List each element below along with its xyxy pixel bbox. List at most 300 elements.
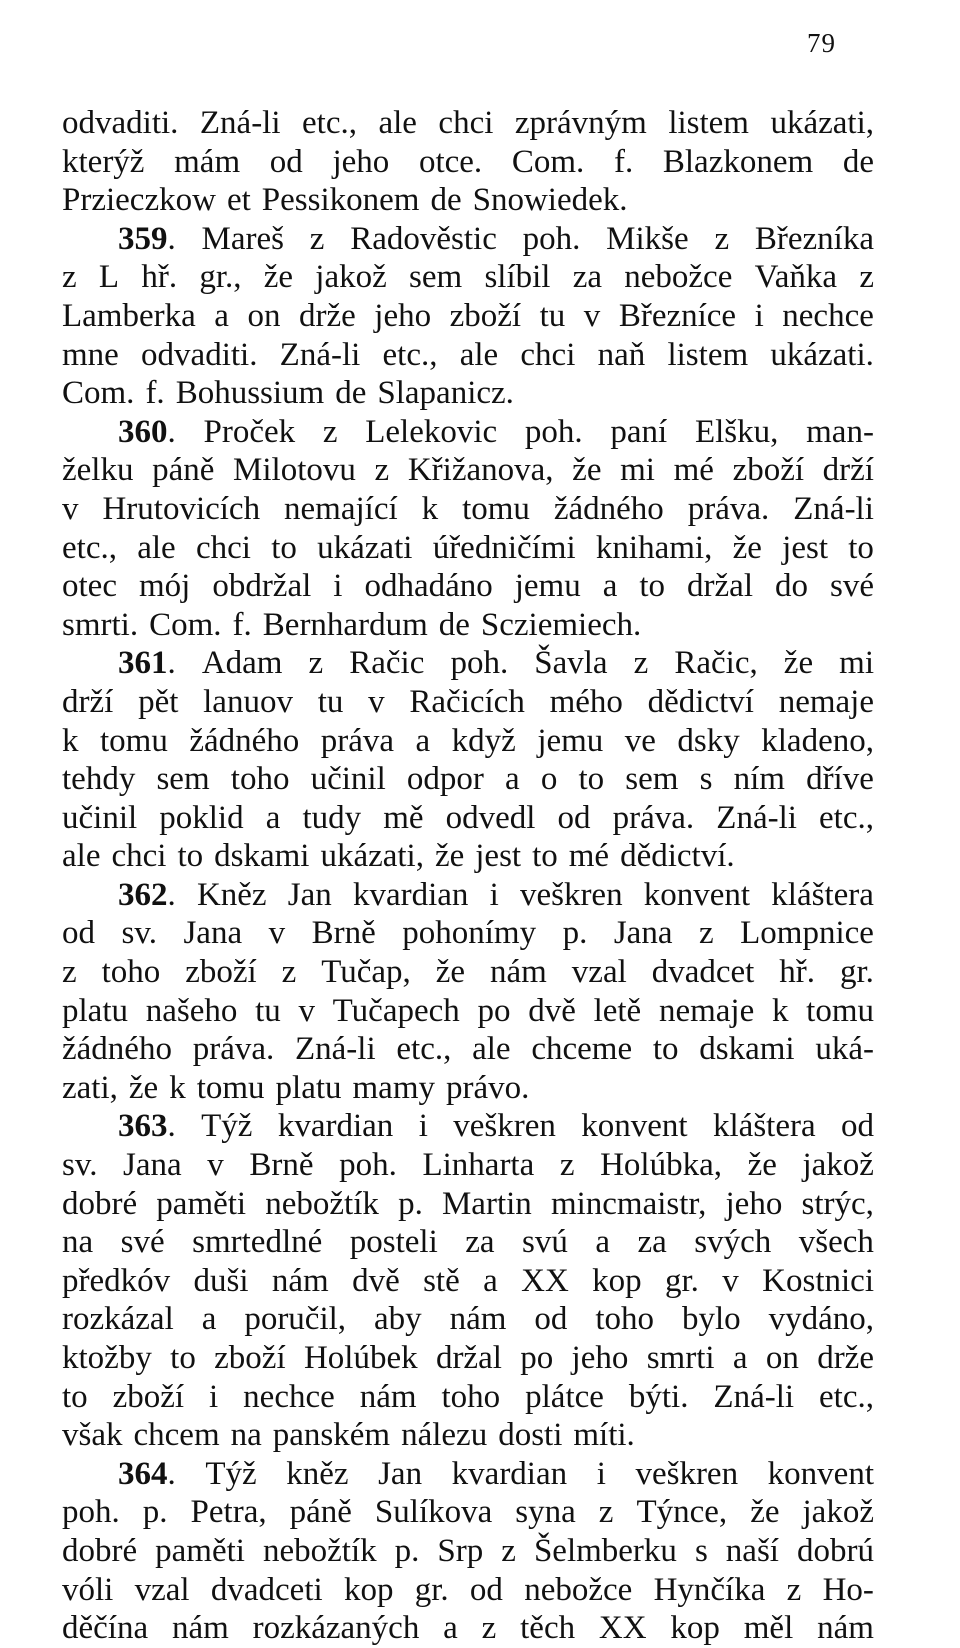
word: p. <box>142 1494 168 1531</box>
word: že <box>747 1147 777 1184</box>
word: nám <box>449 1301 507 1338</box>
entry-number-word: 359. <box>118 220 176 257</box>
word: mój <box>138 568 191 605</box>
word: dědictví. <box>620 838 735 875</box>
word: práva. <box>687 490 770 527</box>
word: z <box>62 259 77 296</box>
word: ukázati, <box>770 105 874 141</box>
word: nám <box>359 1378 417 1415</box>
word: poh. <box>62 1494 120 1531</box>
word: nám <box>171 1610 229 1647</box>
word: žádného <box>553 490 664 527</box>
word: Kostnici <box>762 1262 874 1299</box>
word: a <box>732 1340 748 1376</box>
word: veškren <box>453 1108 556 1145</box>
word: Com. <box>62 375 135 412</box>
word: žádného <box>62 1031 172 1068</box>
word: dvě <box>352 1262 400 1299</box>
text-line <box>62 914 874 953</box>
word: našeho <box>145 992 238 1029</box>
word: jeho <box>374 297 432 334</box>
word: paní <box>610 413 668 450</box>
word: s <box>694 1532 708 1569</box>
word: kláštera <box>771 876 874 913</box>
word: i <box>489 876 499 913</box>
word: z <box>714 220 730 257</box>
word: Hrutovicích <box>102 490 261 527</box>
word: Martin <box>441 1185 532 1222</box>
word: Zná-li <box>295 1031 376 1068</box>
word: etc., <box>382 336 438 373</box>
word: zboží <box>112 1378 185 1415</box>
word: žádného <box>189 722 300 759</box>
word: otce. <box>418 143 483 180</box>
word: tomu <box>99 722 168 759</box>
word: z <box>598 1494 614 1531</box>
word: Brně <box>311 915 376 952</box>
text-line <box>62 336 874 375</box>
word: práva <box>320 722 395 759</box>
text-line <box>62 1532 874 1571</box>
word: mne <box>62 336 119 373</box>
word: Zná-li <box>793 490 874 527</box>
word: zboží <box>732 452 805 489</box>
word: nebožce <box>524 1571 633 1608</box>
word: jest <box>475 838 522 875</box>
word: jeho <box>725 1185 783 1222</box>
word: že <box>434 838 465 875</box>
word: veškren <box>635 1455 739 1492</box>
word: tudy <box>302 799 362 836</box>
word: a <box>595 1224 610 1261</box>
word: Com. <box>511 143 585 180</box>
word: ktožby <box>62 1340 152 1376</box>
word: zati, <box>62 1069 118 1106</box>
word: nám <box>490 954 547 991</box>
word: p. <box>394 1532 420 1569</box>
word: v <box>583 297 601 334</box>
word: ale <box>459 336 499 373</box>
word: Bernhardum <box>262 606 428 643</box>
word: své <box>120 1224 165 1261</box>
word: kop <box>592 1262 642 1299</box>
word: ním <box>733 761 785 798</box>
word: nechce <box>782 297 874 334</box>
word: etc., <box>396 1031 452 1068</box>
word: odvedl <box>445 799 536 836</box>
word: Petra, <box>190 1494 267 1531</box>
word: chci <box>195 529 251 566</box>
word: kterýž <box>62 143 145 180</box>
word: hř. <box>779 954 816 991</box>
word: s <box>699 761 713 798</box>
word: nemaje <box>778 683 874 720</box>
word: zboží <box>214 1340 286 1376</box>
word: sv. <box>121 915 157 952</box>
word: Račic, <box>674 645 758 682</box>
entry-start-line <box>62 644 874 683</box>
word: konvent <box>581 1108 688 1145</box>
word: nechce <box>243 1378 335 1415</box>
word: Jana <box>123 1147 182 1184</box>
word: a <box>415 722 431 759</box>
word: de <box>842 143 874 180</box>
word: syna <box>515 1494 576 1531</box>
word: i <box>754 297 764 334</box>
text-line <box>62 760 874 799</box>
word: poklid <box>159 799 244 836</box>
word: vydáno, <box>768 1301 874 1338</box>
word: nemající <box>284 490 398 527</box>
word: Zná-li <box>716 799 797 836</box>
word: kvardian <box>451 1455 568 1492</box>
word: odvaditi. <box>62 105 179 141</box>
word: dobré <box>62 1532 138 1569</box>
word: když <box>451 722 516 759</box>
word: Blazkonem <box>662 143 814 180</box>
word: z <box>374 452 390 489</box>
word: dobrú <box>796 1532 874 1569</box>
word: v <box>62 490 79 527</box>
word: dsky <box>677 722 740 759</box>
word: a <box>201 1301 217 1338</box>
word: nám <box>271 1262 329 1299</box>
word: otec <box>62 568 117 605</box>
word: své <box>830 568 874 605</box>
word: rozkázal <box>62 1301 174 1338</box>
word: etc., <box>819 799 874 836</box>
word: XX <box>521 1262 569 1299</box>
word: Jan <box>378 1455 423 1492</box>
word: tomu <box>196 1069 265 1106</box>
word: dědictví <box>647 683 754 720</box>
word: Vaňka <box>754 259 838 296</box>
word: za <box>572 259 603 296</box>
word: ale <box>137 529 176 566</box>
word: to <box>578 761 605 798</box>
word: gr. <box>665 1262 699 1299</box>
entry-number-word: 361. <box>118 645 176 682</box>
word: že <box>732 529 762 566</box>
entry-start-line <box>62 876 874 915</box>
word: Kněz <box>196 876 267 913</box>
word: od <box>62 915 95 952</box>
word: smrtedlné <box>192 1224 323 1261</box>
word: Adam <box>201 645 283 682</box>
entry-start-line <box>62 1455 874 1494</box>
entry-start-line <box>62 1107 874 1146</box>
entry-number-word: 362. <box>118 876 176 913</box>
word: Zná-li <box>713 1378 795 1415</box>
word: duši <box>193 1262 249 1299</box>
text-line <box>62 374 874 413</box>
word: chceme <box>531 1031 633 1068</box>
text-line <box>62 1223 874 1262</box>
word: dskami <box>214 838 310 875</box>
word: poh. <box>339 1147 397 1184</box>
word: Jana <box>613 915 673 952</box>
word: držal <box>435 1340 502 1376</box>
word: dskami <box>699 1031 795 1068</box>
word: kvardian <box>277 1108 394 1145</box>
word: jakož <box>802 1147 874 1184</box>
word: svých <box>694 1224 772 1261</box>
word: drže <box>817 1340 874 1376</box>
word: poručil, <box>244 1301 347 1338</box>
word: mamy <box>352 1069 435 1106</box>
word: ukázati, <box>320 838 424 875</box>
word: z <box>322 413 338 450</box>
text-line <box>62 953 874 992</box>
word: Proček <box>203 413 296 450</box>
word: že <box>128 1069 159 1106</box>
text-line <box>62 181 874 220</box>
word: páně <box>152 452 215 489</box>
text-line <box>62 567 874 606</box>
word: dvě <box>528 992 576 1029</box>
word: v <box>207 1147 224 1184</box>
word: mincmaistr, <box>550 1185 707 1222</box>
word: z <box>309 220 325 257</box>
word: Lamberka <box>62 297 196 334</box>
document-body <box>62 104 874 1648</box>
word: Bohussium <box>175 375 325 412</box>
word: ukázati. <box>770 336 874 373</box>
word: z <box>281 954 297 991</box>
word: p. <box>562 915 588 952</box>
text-line <box>62 104 874 143</box>
word: právo. <box>446 1069 530 1106</box>
word: kněz <box>286 1455 349 1492</box>
word: tu <box>255 992 281 1029</box>
word: to <box>62 1378 88 1415</box>
word: to <box>652 1031 679 1068</box>
word: ale <box>472 1031 511 1068</box>
entry-number-word: 364. <box>118 1455 176 1492</box>
text-line <box>62 1571 874 1610</box>
text-line <box>62 1146 874 1185</box>
word: měl <box>743 1610 794 1647</box>
word: a <box>214 297 229 334</box>
word: dvadceti <box>210 1571 323 1608</box>
word: mi <box>620 452 655 489</box>
text-line <box>62 1262 874 1301</box>
word: Ho- <box>822 1571 874 1608</box>
word: Tučap, <box>321 954 411 991</box>
word: dosti <box>498 1417 563 1454</box>
word: i <box>596 1455 606 1492</box>
text-line <box>62 1416 874 1455</box>
word: Pessikonem <box>261 182 420 219</box>
text-line <box>62 258 874 297</box>
word: k <box>421 490 439 527</box>
word: jeho <box>332 143 390 180</box>
word: mého <box>549 683 623 720</box>
word: na <box>230 1417 262 1454</box>
word: jemu <box>537 722 604 759</box>
word: nebožtík <box>265 1185 379 1222</box>
word: k <box>62 722 79 759</box>
text-line <box>62 606 874 645</box>
word: odpor <box>406 761 484 798</box>
word: z <box>308 645 324 682</box>
word: želku <box>62 452 134 489</box>
word: nebožce <box>624 259 733 296</box>
word: Milotovu <box>233 452 356 489</box>
word: jest <box>782 529 828 566</box>
word: na <box>62 1224 94 1261</box>
word: etc., <box>302 105 357 141</box>
word: Scziemiech. <box>480 606 642 643</box>
word: od <box>534 1301 568 1338</box>
text-line <box>62 1378 874 1417</box>
word: de <box>335 375 367 412</box>
word: že <box>572 452 602 489</box>
word: že <box>263 259 294 296</box>
text-line <box>62 992 874 1031</box>
word: tomu <box>806 992 874 1029</box>
text-line <box>62 451 874 490</box>
word: páně <box>289 1494 352 1531</box>
word: míti. <box>573 1417 635 1454</box>
word: z <box>481 1610 497 1647</box>
entry-number: 363 <box>118 1108 168 1145</box>
word: z <box>62 954 77 991</box>
word: v <box>368 683 385 720</box>
word: kop <box>670 1610 720 1647</box>
page-number: 79 <box>807 28 836 58</box>
word: z <box>859 259 874 296</box>
word: a <box>483 1262 498 1299</box>
word: naň <box>597 336 646 373</box>
word: to <box>170 1340 196 1376</box>
word: XX <box>598 1610 647 1647</box>
word: Holúbek <box>303 1340 418 1376</box>
word: Račic <box>349 645 425 682</box>
word: to <box>532 838 558 875</box>
entry-number: 361 <box>118 645 168 682</box>
word: tu <box>317 683 344 720</box>
word: chci <box>111 838 167 875</box>
word: etc., <box>819 1378 874 1415</box>
word: knihami, <box>595 529 713 566</box>
word: drží <box>822 452 874 489</box>
word: Sulíkova <box>374 1494 493 1531</box>
word: Brně <box>249 1147 314 1184</box>
word: Linharta <box>422 1147 535 1184</box>
word: kláštera <box>713 1108 816 1145</box>
word: smrti. <box>62 606 139 643</box>
word: Lelekovic <box>365 413 498 450</box>
word: že <box>750 1494 780 1531</box>
word: a <box>602 568 618 605</box>
word: poh. <box>450 645 509 682</box>
word: sv. <box>62 1147 98 1184</box>
word: mé <box>568 838 610 875</box>
word: f. <box>613 143 634 180</box>
word: Týž <box>205 1455 257 1492</box>
word: man- <box>806 413 874 450</box>
word: aby <box>374 1301 422 1338</box>
word: Šelmberku <box>533 1532 677 1569</box>
word: jeho <box>571 1340 629 1376</box>
text-line <box>62 1339 874 1378</box>
word: po <box>520 1340 554 1376</box>
entry-number: 364 <box>118 1455 168 1492</box>
word: nám <box>817 1610 874 1647</box>
word: toho <box>101 954 161 991</box>
word: práva. <box>192 1031 275 1068</box>
word: to <box>177 838 204 875</box>
word: Březníka <box>754 220 874 257</box>
word: z <box>633 645 649 682</box>
word: drže <box>298 297 356 334</box>
word: předkóv <box>62 1262 171 1299</box>
word: gr., <box>199 259 242 296</box>
word: de <box>430 182 462 219</box>
word: uká- <box>815 1031 874 1068</box>
word: tu <box>539 297 566 334</box>
word: i <box>418 1108 428 1145</box>
word: lanuov <box>203 683 293 720</box>
word: býti. <box>628 1378 689 1415</box>
word: listem <box>668 105 749 141</box>
word: sem <box>625 761 679 798</box>
word: gr. <box>414 1571 449 1608</box>
word: plátce <box>525 1378 604 1415</box>
word: sem <box>409 259 463 296</box>
entry-number: 359 <box>118 220 168 257</box>
word: po <box>477 992 511 1029</box>
text-line <box>62 1300 874 1339</box>
word: od <box>269 143 303 180</box>
word: od <box>841 1108 874 1145</box>
word: mě <box>383 799 424 836</box>
word: Mareš <box>201 220 284 257</box>
entry-number-word: 360. <box>118 413 176 450</box>
word: z <box>559 1147 575 1184</box>
word: Zná-li <box>199 105 281 141</box>
word: Elšku, <box>694 413 779 450</box>
word: tehdy <box>62 761 136 798</box>
text-line <box>62 1069 874 1108</box>
word: že <box>435 954 466 991</box>
word: za <box>465 1224 495 1261</box>
word: to <box>848 529 874 566</box>
word: Przieczkow <box>62 182 216 219</box>
word: ale <box>62 838 101 875</box>
word: f. <box>145 375 165 412</box>
word: de <box>438 606 470 643</box>
word: ale <box>378 105 417 141</box>
word: Mikše <box>606 220 689 257</box>
word: vzal <box>134 1571 190 1608</box>
word: pět <box>138 683 179 720</box>
word: z <box>698 915 714 952</box>
word: on <box>247 297 281 334</box>
text-line <box>62 799 874 838</box>
word: platu <box>62 992 128 1029</box>
word: jakož <box>802 1494 874 1531</box>
word: že <box>783 645 814 682</box>
word: a <box>505 761 520 798</box>
word: Jana <box>183 915 243 952</box>
word: děčína <box>62 1610 149 1647</box>
text-line <box>62 297 874 336</box>
word: toho <box>595 1301 655 1338</box>
word: mé <box>673 452 714 489</box>
word: a <box>265 799 281 836</box>
